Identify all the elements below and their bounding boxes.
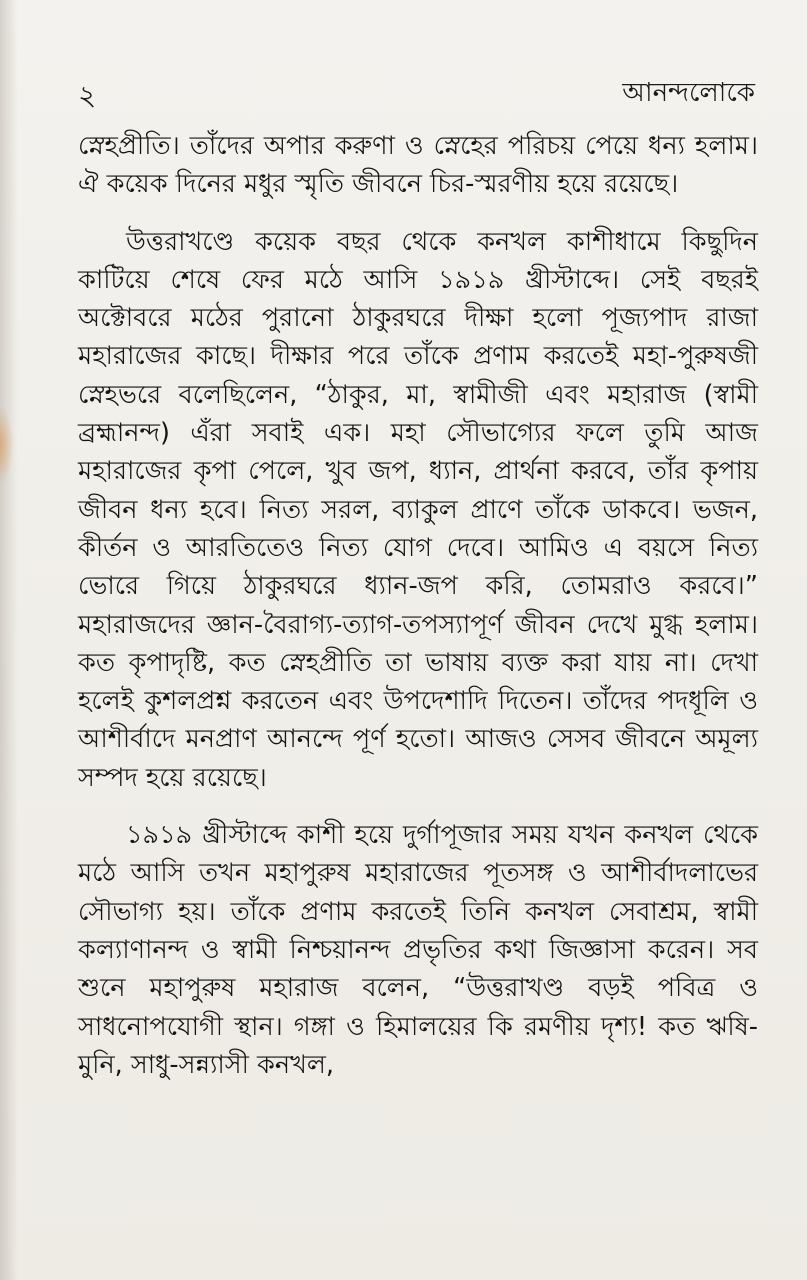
page-number: ২ — [78, 79, 97, 112]
paragraph-3: ১৯১৯ খ্রীস্টাব্দে কাশী হয়ে দুর্গাপূজার সময় যখন কনখল থেকে মঠে আসি তখন মহাপুরুষ মহারাজের পূতসঙ্গ ও আশীর্বাদলাভের সৌভাগ্য হয়। তাঁকে প্রণাম করতেই তিনি কনখল সেবাশ্রম, স্বামী কল্যাণানন্দ ও স্বামী নিশ্চয়ানন্দ প্রভৃতির কথা জিজ্ঞাসা করেন। সব শুনে মহাপুরুষ মহারাজ বলেন, “উত্তরাখণ্ড বড়ই পবিত্র ও সাধনোপযোগী স্থান। গঙ্গা ও হিমালয়ের কি রমণীয় দৃশ্য! কত ঋষি-মুনি, সাধু-সন্ন্যাসী কনখল, — [78, 820, 758, 1080]
paragraph-2: উত্তরাখণ্ডে কয়েক বছর থেকে কনখল কাশীধামে কিছুদিন কাটিয়ে শেষে ফের মঠে আসি ১৯১৯ খ্রীস্টাব্দে। সেই বছরই অক্টোবরে মঠের পুরানো ঠাকুরঘরে দীক্ষা হলো পূজ্যপাদ রাজা মহারাজের কাছে। দীক্ষার পরে তাঁকে প্রণাম করতেই মহা-পুরুষজী স্নেহভরে বলেছিলেন, “ঠাকুর, মা, স্বামীজী এবং মহারাজ (স্বামী ব্রহ্মানন্দ) এঁরা সবাই এক। মহা সৌভাগ্যের ফলে তুমি আজ মহারাজের কৃপা পেলে, খুব জপ, ধ্যান, প্রার্থনা করবে, তাঁর কৃপায় জীবন ধন্য হবে। নিত্য সরল, ব্যাকুল প্রাণে তাঁকে ডাকবে। ভজন, কীর্তন ও আরতিতেও নিত্য যোগ দেবে। আমিও এ বয়সে নিত্য ভোরে গিয়ে ঠাকুরঘরে ধ্যান-জপ করি, তোমরাও করবে।” মহারাজদের জ্ঞান-বৈরাগ্য-ত্যাগ-তপস্যাপূর্ণ জীবন দেখে মুগ্ধ হলাম। কত কৃপাদৃষ্টি, কত স্নেহপ্রীতি তা ভাষায় ব্যক্ত করা যায় না। দেখা হলেই কুশলপ্রশ্ন করতেন এবং উপদেশাদি দিতেন। তাঁদের পদধূলি ও আশীর্বাদে মনপ্রাণ আনন্দে পূর্ণ হতো। আজও সেসব জীবনে অমূল্য সম্পদ হয়ে রয়েছে। — [78, 226, 758, 793]
body-text — [78, 127, 758, 1084]
page-edge-shadow — [0, 0, 18, 1280]
paragraph-1: স্নেহপ্রীতি। তাঁদের অপার করুণা ও স্নেহের পরিচয় পেয়ে ধন্য হলাম। ঐ কয়েক দিনের মধুর স্মৃতি জীবনে চির-স্মরণীয় হয়ে রয়েছে। — [78, 131, 758, 200]
paper-stain — [0, 405, 14, 485]
running-title: আনন্দলোকে — [622, 78, 755, 108]
page-header — [78, 70, 755, 110]
